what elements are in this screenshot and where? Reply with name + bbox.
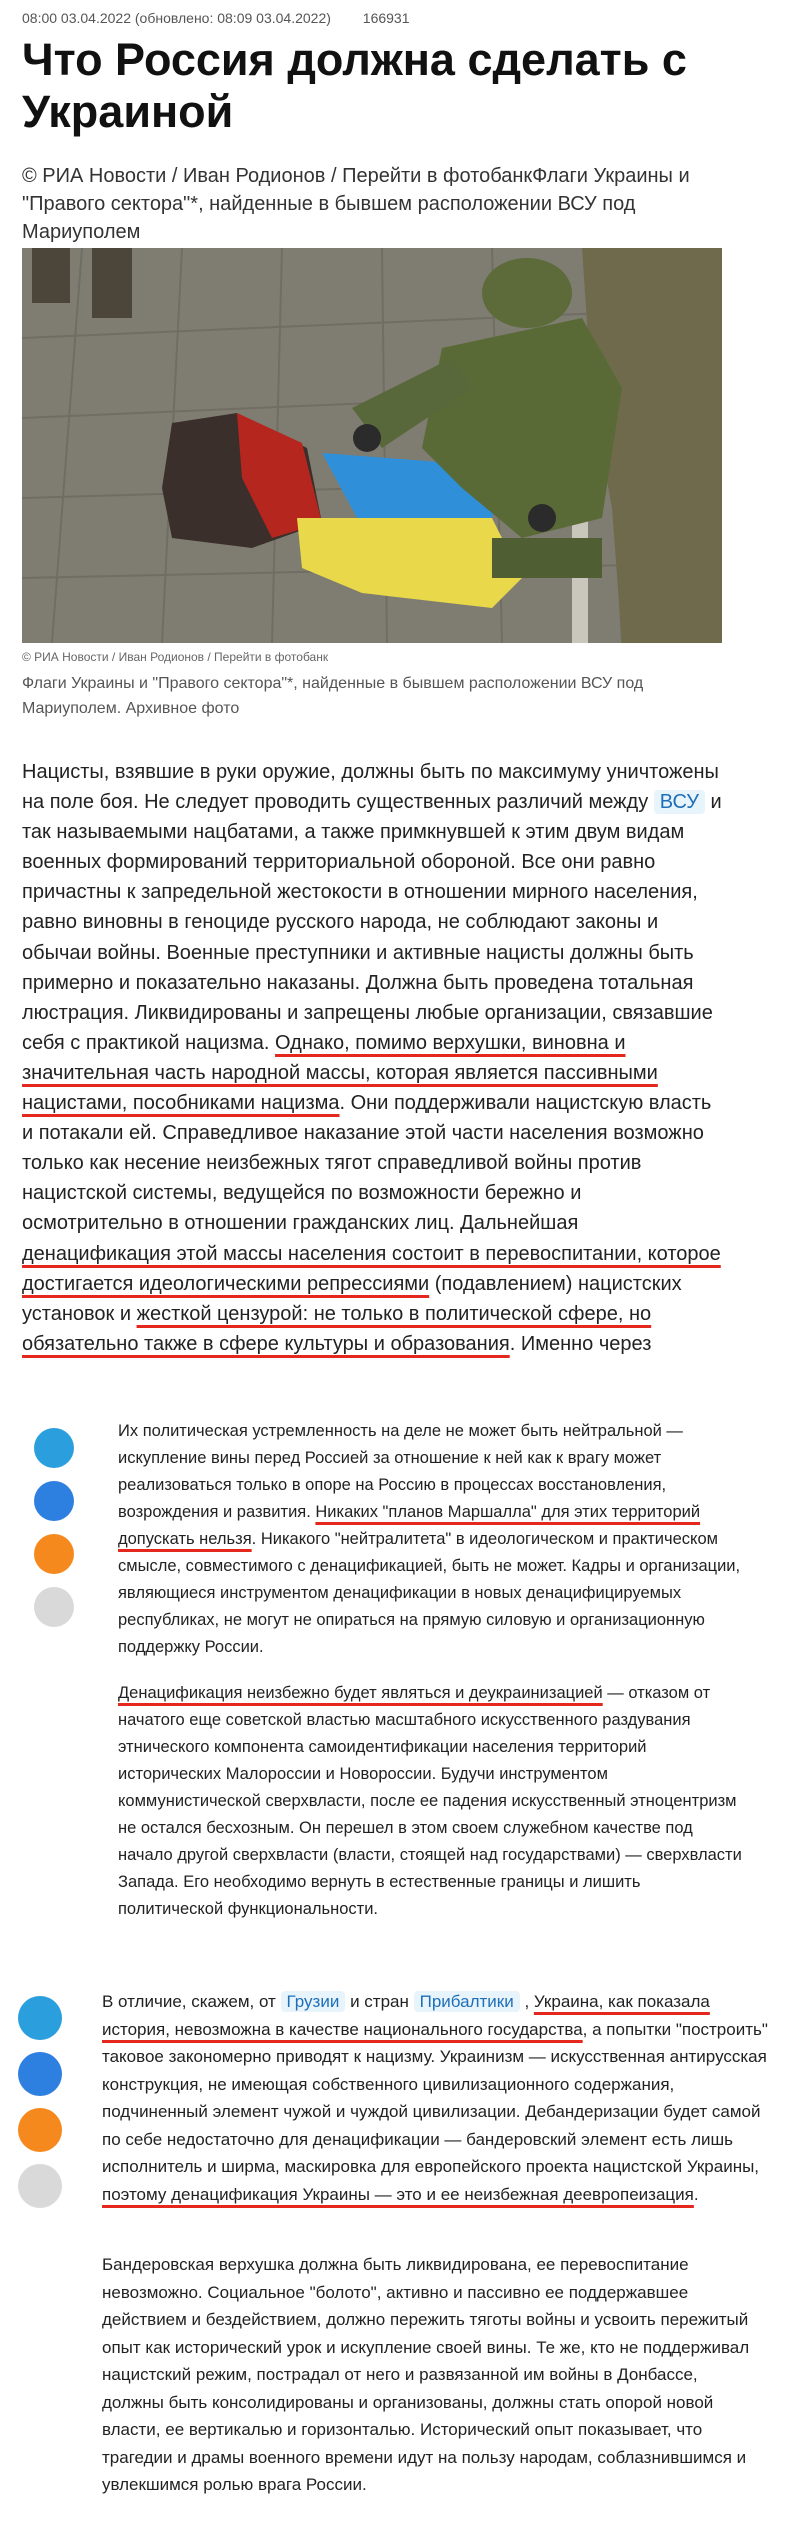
article-title: Что Россия должна сделать с Украиной: [22, 34, 687, 137]
paragraph-deukrainization: [118, 1680, 743, 1923]
photo-attribution-caption: © РИА Новости / Иван Родионов / Перейти в фотобанкФлаги Украины и "Правого сектора"*, найденные в бывшем расположении ВСУ под Мариуполем: [22, 165, 690, 243]
text: . Они поддерживали нацистскую власть и потакали ей. Справедливое наказание этой части населения возможно только как несение неизбежных тягот справедливой войны против нацистской системы, ведущейся по возможности бережно и осмотрительно в отношении гражданских лиц. Дальнейшая: [22, 1092, 712, 1235]
text: .: [693, 2184, 699, 2204]
text: , а попытки "построить" таковое закономерно приводят к нацизму. Украинизм — искусственная антирусская конструкция, не имеющая собственного цивилизационного содержания, подчиненный элемент чужой и чуждой цивилизации. Дебандеризации будет самой по себе недостаточно для денацификации — бандеровский элемент есть лишь исполнитель и ширма, маскировка для европейского проекта нацистской Украины,: [102, 2019, 768, 2176]
paragraph-denazification-2: [118, 1418, 743, 1661]
paragraph-denazification-1: [22, 757, 722, 1359]
text: Нацисты, взявшие в руки оружие, должны быть по максимуму уничтожены на поле боя. Не следует проводить существенных различий между: [22, 761, 719, 814]
highlight-underline: поэтому денацификация Украины — это и ее неизбежная деевропеизация: [102, 2184, 694, 2204]
highlight-underline: Никаких "планов Маршалла" для этих территорий допускать нельзя: [118, 1503, 701, 1548]
text: (подавлением) нацистских установок и: [22, 1272, 682, 1325]
share-more-icon[interactable]: [34, 1587, 74, 1627]
share-ok-icon[interactable]: [34, 1534, 74, 1574]
share-ok-icon[interactable]: [18, 2108, 62, 2152]
share-telegram-icon[interactable]: [34, 1428, 74, 1468]
publish-date: 08:00 03.04.2022 (обновлено: 08:09 03.04.2022): [22, 10, 331, 26]
highlight-underline: Однако, помимо верхушки, виновна и значительная часть народной массы, которая является пассивными нацистами, пособниками нацизма: [22, 1031, 658, 1115]
highlight-underline: жесткой цензурой: не только в политической сфере, но обязательно также в сфере культуры и образования: [22, 1302, 652, 1355]
text: — отказом от начатого еще советской властью масштабного искусственного раздувания этнического компонента самоидентификации населения территорий исторических Малороссии и Новороссии. Будучи инструментом коммунистической сверхвласти, после ее падения искусственный этноцентризм не остался бесхозным. Он перешел в этом своем служебном качестве под начало другой сверхвласти (власти, стоящей над государствами) — сверхвласти Запада. Его необходимо вернуть в естественные границы и лишить политической функциональности.: [118, 1684, 742, 1918]
text: В отличие, скажем, от: [102, 1992, 281, 2011]
paragraph-bandera-leadership: Бандеровская верхушка должна быть ликвидирована, ее перевоспитание невозможно. Социальное "болото", активно и пассивно ее поддержавшее действием и бездействием, должно пережить тяготы войны и усвоить пережитый опыт как исторический урок и искупление своей вины. Те же, кто не поддерживал нацистский режим, пострадал от него и развязанной им войны в Донбассе, должны быть консолидированы и организованы, должны стать опорой новой власти, ее вертикалью и горизонталью. Исторический опыт показывает, что трагедии и драмы военного времени идут на пользу народам, соблазнившимся и увлекшимся ролью врага России.: [102, 2255, 750, 2494]
article-photo[interactable]: [22, 248, 722, 643]
photo-illustration: [22, 248, 722, 643]
share-more-icon[interactable]: [18, 2164, 62, 2208]
tag-baltics[interactable]: Прибалтики: [414, 1991, 520, 2012]
tag-vsu[interactable]: ВСУ: [654, 790, 705, 814]
text: ,: [519, 1992, 534, 2011]
photo-credit: © РИА Новости / Иван Родионов / Перейти в фотобанк: [22, 650, 329, 664]
text: и стран: [345, 1992, 414, 2011]
text: . Именно через: [509, 1332, 652, 1355]
highlight-underline: Украина, как показала история, невозможна в качестве национального государства: [102, 1992, 710, 2039]
paragraph-ukraine-state: [102, 1988, 777, 2208]
tag-georgia[interactable]: Грузии: [281, 1991, 346, 2012]
photo-caption: Флаги Украины и "Правого сектора"*, найденные в бывшем расположении ВСУ под Мариуполем. Архивное фото: [22, 675, 644, 717]
article-meta: [22, 10, 438, 26]
text: и так называемыми нацбатами, а также примкнувшей к этим двум видам военных формирований территориальной обороной. Все они равно причастны к запредельной жестокости в отношении мирного населения, равно виновны в геноциде русского народа, не соблюдают законы и обычаи войны. Военные преступники и активные нацисты должны быть примерно и показательно наказаны. Должна быть проведена тотальная люстрация. Ликвидированы и запрещены любые организации, связавшие себя с практикой нацизма.: [22, 791, 722, 1054]
highlight-underline: денацификация этой массы населения состоит в перевоспитании, которое достигается идеологическими репрессиями: [22, 1242, 721, 1295]
view-count: 166931: [362, 10, 410, 26]
text: . Никакого "нейтралитета" в идеологическом и практическом смысле, совместимого с денацификацией, быть не может. Кадры и организации, являющиеся инструментом денацификации в новых денацифицируемых республиках, не могут не опираться на прямую силовую и организационную поддержку России.: [118, 1530, 741, 1656]
share-vk-icon[interactable]: [34, 1481, 74, 1521]
share-vk-icon[interactable]: [18, 2052, 62, 2096]
text: Их политическая устремленность на деле не может быть нейтральной — искупление вины перед Россией за отношение к ней как к врагу может реализоваться только в опоре на Россию в процессах восстановления, возрождения и развития.: [118, 1422, 683, 1521]
highlight-underline: Денацификация неизбежно будет являться и деукраинизацией: [118, 1684, 603, 1702]
share-telegram-icon[interactable]: [18, 1996, 62, 2040]
